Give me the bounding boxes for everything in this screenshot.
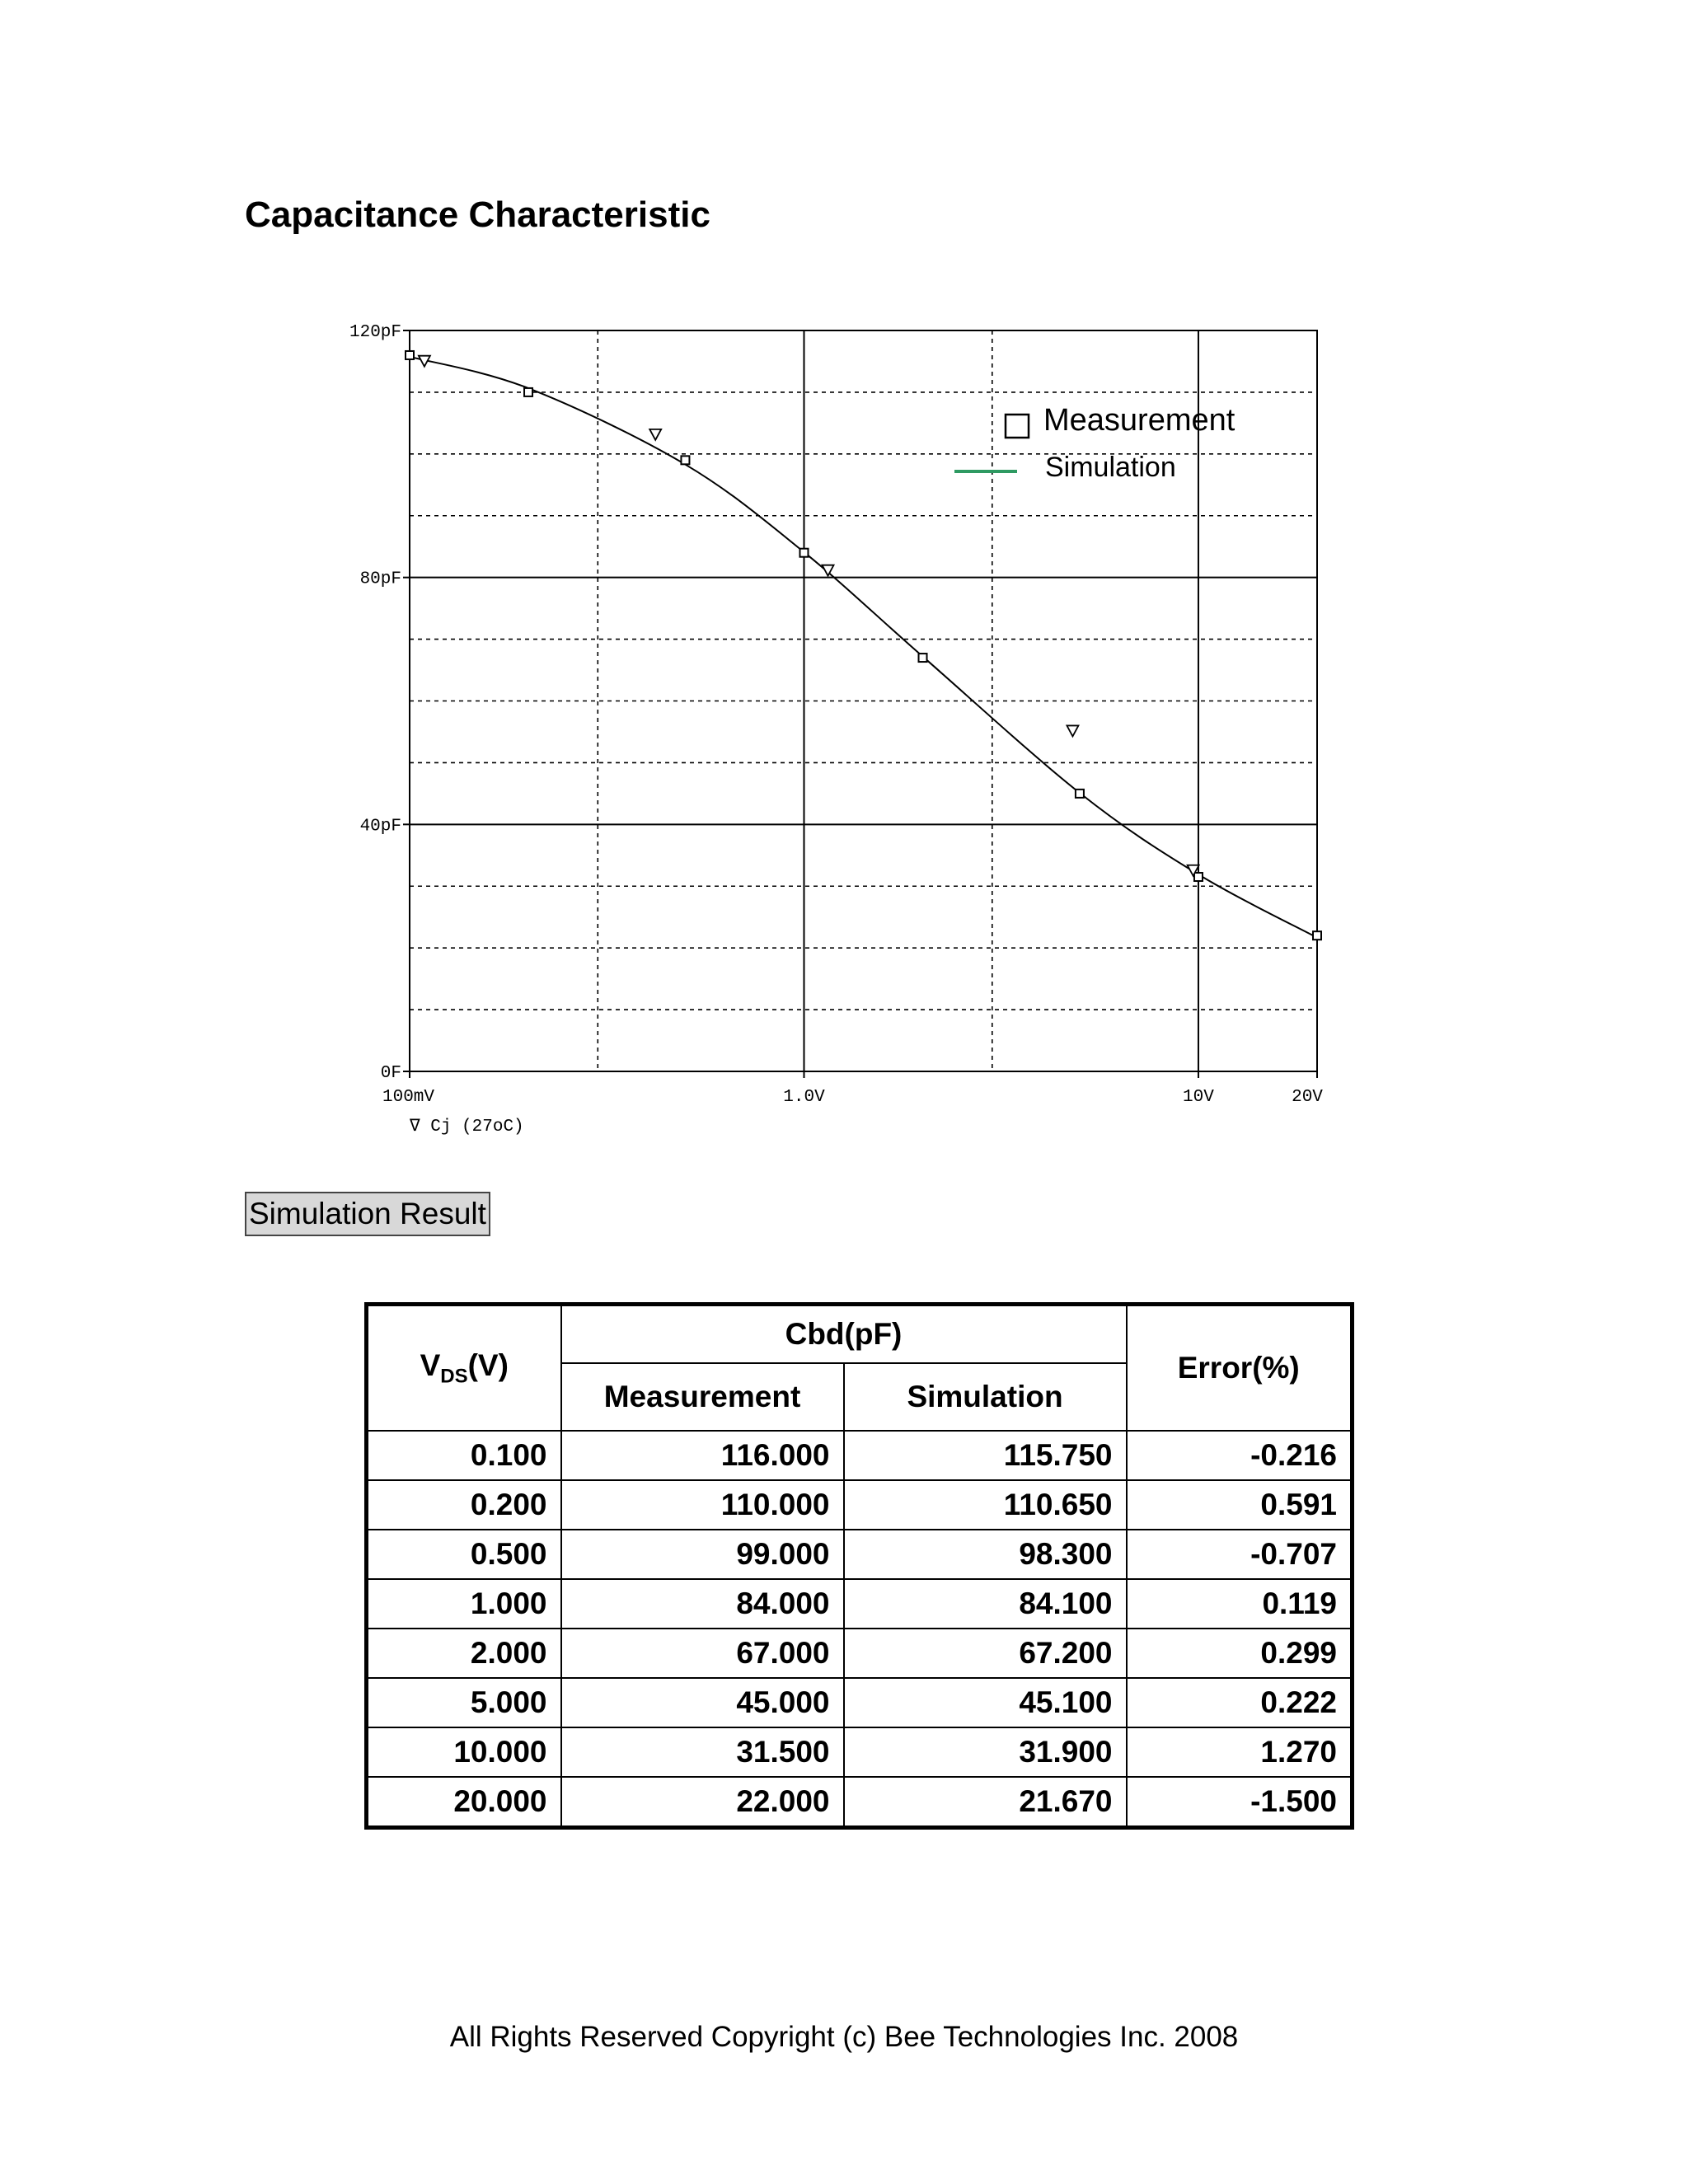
cell-meas: 45.000 <box>561 1678 844 1727</box>
header-vds: $V_{DS}(V)$ <box>367 1305 561 1432</box>
measurement-point <box>919 654 927 662</box>
cell-err: -0.216 <box>1127 1431 1353 1480</box>
cell-err: 0.222 <box>1127 1678 1353 1727</box>
x-tick-label: 10V <box>1183 1088 1214 1107</box>
cell-err: 0.299 <box>1127 1629 1353 1678</box>
cell-vds: 20.000 <box>367 1777 561 1828</box>
cell-meas: 67.000 <box>561 1629 844 1678</box>
cell-err: 1.270 <box>1127 1727 1353 1777</box>
cell-meas: 31.500 <box>561 1727 844 1777</box>
cell-sim: 67.200 <box>844 1629 1127 1678</box>
legend-measurement-marker <box>1006 415 1029 438</box>
results-table <box>364 1302 1354 1830</box>
cell-vds: 5.000 <box>367 1678 561 1727</box>
table-row <box>367 1530 1353 1579</box>
measurement-point <box>681 456 689 464</box>
cell-sim: 98.300 <box>844 1530 1127 1579</box>
cell-meas: 116.000 <box>561 1431 844 1480</box>
simulation-result-label: Simulation Result <box>245 1192 490 1236</box>
measurement-point <box>1194 873 1203 881</box>
table-row <box>367 1678 1353 1727</box>
chart-grid <box>410 330 1317 1071</box>
cell-meas: 84.000 <box>561 1579 844 1629</box>
trace-marker <box>649 429 661 440</box>
cell-meas: 99.000 <box>561 1530 844 1579</box>
x-tick-label: 20V <box>1292 1088 1323 1107</box>
simulation-curve <box>410 357 1317 938</box>
trace-marker <box>823 565 834 576</box>
cell-sim: 115.750 <box>844 1431 1127 1480</box>
cell-meas: 22.000 <box>561 1777 844 1828</box>
cell-vds: 0.200 <box>367 1480 561 1530</box>
measurement-point <box>799 549 808 557</box>
cell-meas: 110.000 <box>561 1480 844 1530</box>
table-row <box>367 1777 1353 1828</box>
legend-simulation-label: Simulation <box>1045 452 1176 483</box>
cell-sim: 84.100 <box>844 1579 1127 1629</box>
header-measurement: Measurement <box>561 1363 844 1431</box>
legend-measurement-label: Measurement <box>1043 403 1236 438</box>
measurement-point <box>1313 931 1321 940</box>
table-row <box>367 1727 1353 1777</box>
cell-vds: 0.500 <box>367 1530 561 1579</box>
chart-series <box>406 351 1321 940</box>
cell-sim: 45.100 <box>844 1678 1127 1727</box>
chart-tick-labels <box>349 323 1323 1137</box>
header-cbd: Cbd(pF) <box>561 1305 1127 1364</box>
table-row <box>367 1480 1353 1530</box>
cell-sim: 31.900 <box>844 1727 1127 1777</box>
cell-vds: 0.100 <box>367 1431 561 1480</box>
chart-axes <box>403 330 1317 1078</box>
page-title: Capacitance Characteristic <box>245 194 710 235</box>
cell-err: -0.707 <box>1127 1530 1353 1579</box>
trace-marker <box>1067 725 1078 736</box>
header-error: Error(%) <box>1127 1305 1353 1432</box>
chart-legend <box>954 403 1236 483</box>
table-row <box>367 1579 1353 1629</box>
y-tick-label: 80pF <box>359 569 401 589</box>
trace-label: ∇ Cj (27oC) <box>410 1118 524 1137</box>
header-simulation: Simulation <box>844 1363 1127 1431</box>
table-row <box>367 1431 1353 1480</box>
cell-vds: 10.000 <box>367 1727 561 1777</box>
cell-err: 0.119 <box>1127 1579 1353 1629</box>
y-tick-label: 120pF <box>349 323 401 342</box>
measurement-point <box>1076 790 1084 798</box>
copyright-footer: All Rights Reserved Copyright (c) Bee Technologies Inc. 2008 <box>449 2021 1239 2053</box>
cell-sim: 110.650 <box>844 1480 1127 1530</box>
cell-vds: 2.000 <box>367 1629 561 1678</box>
cell-err: 0.591 <box>1127 1480 1353 1530</box>
cell-sim: 21.670 <box>844 1777 1127 1828</box>
measurement-point <box>406 351 414 359</box>
table-body <box>367 1431 1353 1828</box>
table-row <box>367 1629 1353 1678</box>
y-tick-label: 40pF <box>359 817 401 837</box>
x-tick-label: 1.0V <box>783 1088 825 1107</box>
x-tick-label: 100mV <box>382 1088 435 1107</box>
cell-err: -1.500 <box>1127 1777 1353 1828</box>
measurement-point <box>524 388 532 396</box>
cell-vds: 1.000 <box>367 1579 561 1629</box>
y-tick-label: 0F <box>380 1064 401 1083</box>
